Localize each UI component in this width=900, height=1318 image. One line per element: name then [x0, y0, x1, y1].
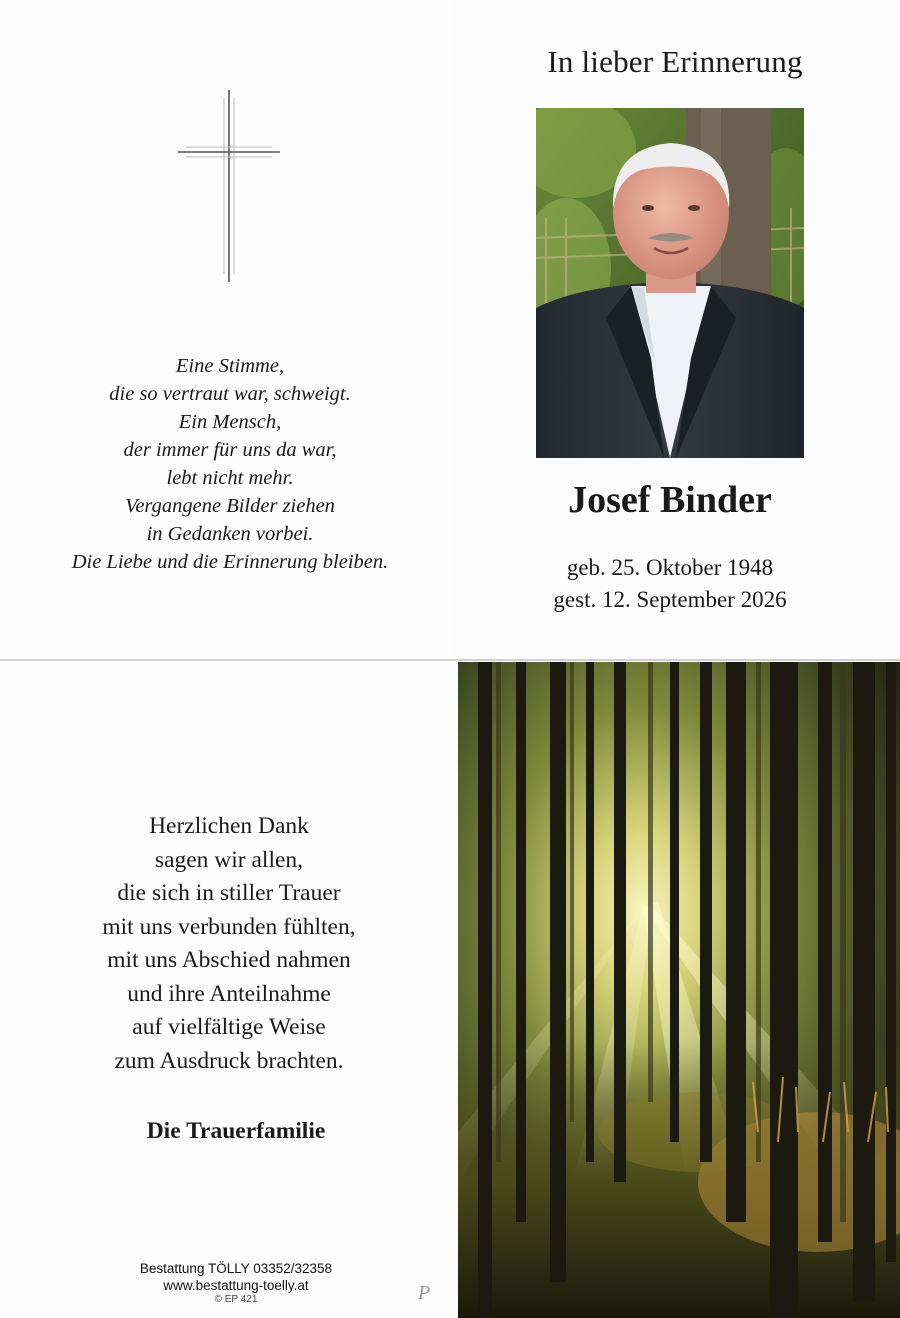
card-back-left-panel: [0, 662, 458, 1318]
thanks-line: auf vielfältige Weise: [132, 1014, 326, 1040]
death-date: gest. 12. September 2026: [553, 587, 787, 612]
thanks-line: und ihre Anteilnahme: [127, 980, 331, 1007]
undertaker-website: www.bestattung-toelly.at: [163, 1278, 309, 1293]
poem-line: Vergangene Bilder ziehen: [125, 495, 335, 517]
poem-line: Eine Stimme,: [175, 355, 285, 377]
card-back-right-panel: [458, 662, 900, 1318]
card-front-right-panel: [450, 0, 900, 660]
poem: [20, 352, 440, 576]
thanks-line: mit uns Abschied nahmen: [107, 947, 351, 973]
cross-icon: [178, 90, 280, 282]
undertaker-name-phone: Bestattung TÖLLY 03352/32358: [139, 1261, 333, 1276]
thanks-text: [0, 810, 458, 1078]
thanks-line: zum Ausdruck brachten.: [114, 1047, 344, 1074]
poem-line: die so vertraut war, schweigt.: [109, 383, 351, 405]
deceased-name: Josef Binder: [568, 479, 772, 521]
undertaker-info: [0, 1260, 458, 1306]
thanks-line: sagen wir allen,: [154, 846, 304, 873]
birth-date: geb. 25. Oktober 1948: [566, 555, 774, 580]
thanks-line: mit uns verbunden fühlten,: [102, 913, 356, 940]
forest-sunlight-photo: [458, 662, 900, 1318]
poem-line: der immer für uns da war,: [123, 439, 337, 461]
poem-line: Die Liebe und die Erinnerung bleiben.: [71, 551, 389, 573]
card-front-left-panel: [0, 0, 450, 660]
handwritten-mark: P: [418, 1282, 431, 1304]
thanks-line: die sich in stiller Trauer: [117, 880, 341, 906]
poem-line: Ein Mensch,: [178, 411, 282, 433]
product-code: © EP 421: [214, 1294, 258, 1305]
thanks-line: Herzlichen Dank: [149, 813, 309, 839]
fold-line: [0, 659, 900, 661]
life-dates: [450, 552, 890, 616]
portrait-photo: [536, 108, 804, 458]
memorial-title: In lieber Erinnerung: [547, 44, 803, 79]
poem-line: in Gedanken vorbei.: [146, 523, 314, 545]
poem-line: lebt nicht mehr.: [166, 467, 294, 489]
family-signature: Die Trauerfamilie: [146, 1118, 326, 1144]
